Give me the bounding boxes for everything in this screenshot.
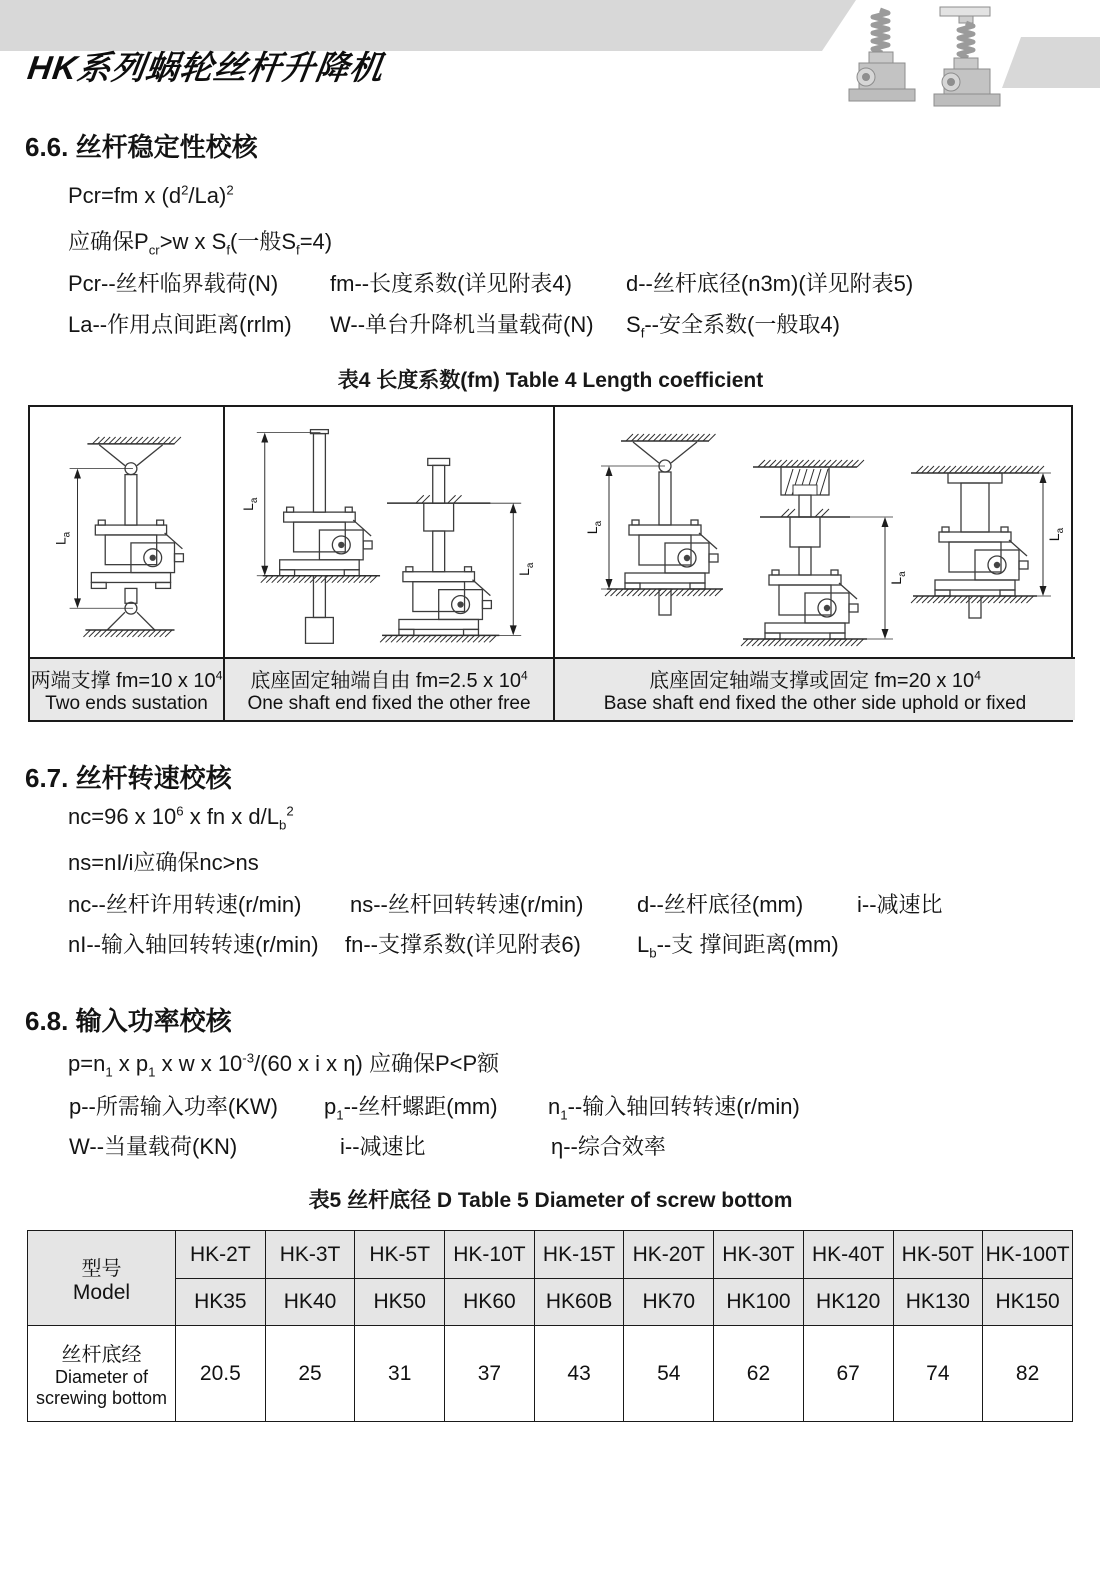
svg-text:La: $L_a$ (584, 520, 604, 535)
model-cell: HK60 (445, 1279, 535, 1326)
table4-length-coefficient (28, 405, 1073, 722)
row-label-zh: 丝杆底经 (61, 1344, 142, 1366)
definition-item: d--丝杆底径(n3m)(详见附表5) (626, 271, 914, 296)
formula-input-power: $p=n_1$ x $p_1$ x w x $10^{-3}/(60$ x i x η) 应确保P<P额 (68, 1050, 500, 1080)
model-cell: HK130 (893, 1279, 983, 1326)
model-cell: HK120 (803, 1279, 893, 1326)
model-cell: HK60B (534, 1279, 624, 1326)
definition-item: $L_b--$支 撑间距离(mm) (637, 932, 839, 961)
caption-zh: 底座固定轴端支撑或固定 fm=20 x $10^4$ (649, 668, 981, 692)
formula-safety-condition: 应确保$P_{cr}>w$ x $S_f$(一般$S_f=4$) (68, 229, 333, 258)
definition-item: $p_1--$丝杆螺距(mm) (324, 1094, 498, 1123)
caption-en: Base shaft end fixed the other side uphold or fixed (603, 693, 1027, 714)
caption-en: One shaft end fixed the other free (247, 693, 531, 714)
diameter-value: 37 (445, 1326, 535, 1422)
definition-item: nc--丝杆许用转速(r/min) (68, 892, 302, 917)
model-cell: HK100 (714, 1279, 804, 1326)
formula-screw-speed: nc=96 x $10^6$ x fn x $d/L_b^2$ (68, 803, 294, 833)
diameter-value: 31 (355, 1326, 445, 1422)
diameter-row-label (28, 1326, 176, 1422)
definition-item: i--减速比 (340, 1134, 426, 1159)
table5-screw-diameter (27, 1230, 1073, 1422)
section-68-heading: 6.8. 输入功率校核 (25, 1006, 232, 1036)
model-cell: HK-100T (983, 1231, 1073, 1279)
definition-item: $n_1--$输入轴回转转速(r/min) (548, 1094, 800, 1123)
definitions-row (0, 308, 1100, 341)
diameter-value: 20.5 (176, 1326, 266, 1422)
page-title: HK系列蜗轮丝杆升降机 (25, 49, 387, 86)
definition-item: d--丝杆底径(mm) (637, 892, 804, 917)
diagram-two-ends-supported (30, 407, 225, 657)
diagram-base-fixed-shaft-supported (555, 407, 1075, 657)
table4-caption-3 (555, 657, 1075, 720)
diameter-value: 62 (714, 1326, 804, 1422)
diameter-value: 43 (534, 1326, 624, 1422)
model-header-en: Model (72, 1280, 131, 1304)
section-66-heading: 6.6. 丝杆稳定性校核 (25, 132, 258, 162)
model-cell: HK-15T (534, 1231, 624, 1279)
model-cell: HK70 (624, 1279, 714, 1326)
formula-critical-load: Pcr=fm x $(d^2/La)^2$ (68, 182, 234, 208)
model-cell: HK-40T (803, 1231, 893, 1279)
model-header-zh: 型号 (81, 1257, 122, 1280)
definition-item: fn--支撑系数(详见附表6) (345, 932, 581, 957)
diagram-base-fixed-shaft-free (225, 407, 555, 657)
product-image-screw-jacks-icon (832, 2, 1014, 116)
definition-item: W--当量载荷(KN) (69, 1134, 238, 1159)
caption-zh: 底座固定轴端自由 fm=2.5 x $10^4$ (250, 668, 528, 692)
model-cell: HK150 (983, 1279, 1073, 1326)
definitions-row (0, 1130, 1100, 1160)
model-cell: HK40 (265, 1279, 355, 1326)
definition-item: p--所需输入功率(KW) (69, 1094, 278, 1119)
definitions-row (0, 267, 1100, 297)
definition-item: fm--长度系数(详见附表4) (330, 271, 572, 296)
model-cell: HK50 (355, 1279, 445, 1326)
definitions-row (0, 888, 1100, 918)
model-cell: HK-5T (355, 1231, 445, 1279)
formula-speed-condition: ns=nI/i应确保nc>ns (68, 850, 259, 875)
row-label-en: Diameter of (54, 1367, 149, 1387)
definition-item: η--综合效率 (551, 1134, 666, 1159)
definition-item: W--单台升降机当量载荷(N) (330, 312, 594, 337)
diameter-value: 54 (624, 1326, 714, 1422)
definitions-row (0, 1090, 1100, 1123)
model-cell: HK-2T (176, 1231, 266, 1279)
definition-item: ns--丝杆回转转速(r/min) (350, 892, 584, 917)
table5-title: 表5 丝杆底径 D Table 5 Diameter of screw bottom (308, 1189, 793, 1212)
model-cell: HK-10T (445, 1231, 535, 1279)
model-cell: HK-50T (893, 1231, 983, 1279)
caption-en: Two ends sustation (45, 693, 208, 714)
model-cell: HK-3T (265, 1231, 355, 1279)
definition-item: La--作用点间距离(rrlm) (68, 312, 292, 337)
svg-text:La: $L_a$ (52, 531, 73, 546)
table4-title: 表4 长度系数(fm) Table 4 Length coefficient (337, 369, 764, 392)
definitions-row (0, 928, 1100, 961)
definition-item: nI--输入轴回转转速(r/min) (68, 932, 319, 957)
section-67-heading: 6.7. 丝杆转速校核 (25, 763, 232, 793)
diameter-value: 74 (893, 1326, 983, 1422)
svg-text:La: $L_a$ (239, 497, 260, 511)
table4-caption-1 (30, 657, 225, 720)
svg-text:La: $L_a$ (516, 562, 537, 576)
table4-caption-2 (225, 657, 555, 720)
definition-item: Pcr--丝杆临界载荷(N) (68, 271, 279, 296)
model-cell: HK-20T (624, 1231, 714, 1279)
svg-text:La: $L_a$ (1046, 527, 1066, 542)
svg-text:La: $L_a$ (888, 571, 908, 585)
definition-item: i--减速比 (857, 892, 943, 917)
diameter-value: 67 (803, 1326, 893, 1422)
header-banner-right (1002, 37, 1100, 88)
definition-item: $S_f--$安全系数(一般取4) (626, 312, 840, 341)
row-label-en: screwing bottom (35, 1388, 168, 1408)
diameter-value: 25 (265, 1326, 355, 1422)
caption-zh: 两端支撑 fm=10 x $10^4$ (30, 668, 223, 692)
model-cell: HK-30T (714, 1231, 804, 1279)
diameter-value: 82 (983, 1326, 1073, 1422)
model-header-cell (28, 1231, 176, 1326)
model-cell: HK35 (176, 1279, 266, 1326)
